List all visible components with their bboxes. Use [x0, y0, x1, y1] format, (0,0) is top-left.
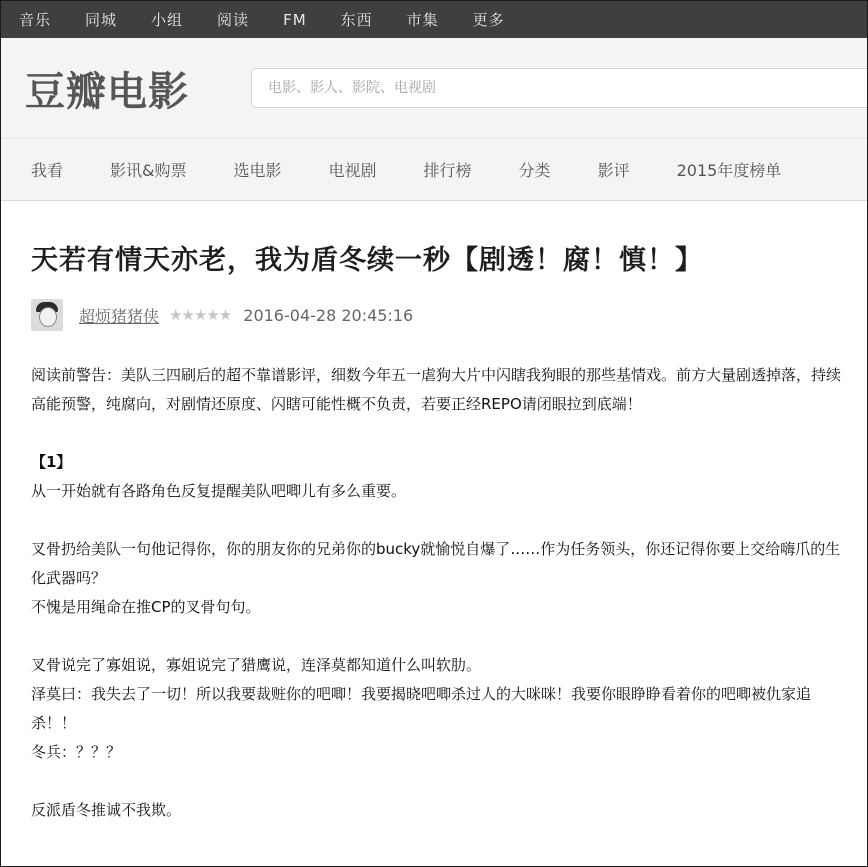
global-nav-dongxi[interactable]: 东西	[340, 11, 373, 29]
global-nav-fm[interactable]: FM	[283, 10, 307, 29]
brand-header	[1, 38, 867, 139]
subnav-2015-annual-list[interactable]: 2015年度榜单	[676, 161, 782, 180]
paragraph: 反派盾冬推诚不我欺。	[31, 801, 182, 819]
paragraph: 不愧是用绳命在推CP的叉骨句句。	[31, 598, 261, 616]
subnav-mine[interactable]: 我看	[31, 161, 64, 180]
paragraph: 泽莫曰：我失去了一切！所以我要裁赃你的吧唧！我要揭晓吧唧杀过人的大咪咪！我要你眼睁睁看着你的吧唧被仇家追杀！！	[31, 685, 812, 732]
subnav-tv[interactable]: 电视剧	[328, 161, 377, 180]
global-nav-more[interactable]: 更多	[472, 11, 505, 29]
paragraph-gap	[31, 419, 846, 448]
subnav-categories[interactable]: 分类	[518, 161, 551, 180]
global-nav-city[interactable]: 同城	[85, 11, 118, 29]
global-nav-group[interactable]: 小组	[151, 11, 184, 29]
movie-subnav	[1, 139, 867, 201]
paragraph: 从一开始就有各路角色反复提醒美队吧唧儿有多么重要。	[31, 482, 407, 500]
subnav-charts[interactable]: 排行榜	[423, 161, 472, 180]
review-title: 天若有情天亦老，我为盾冬续一秒【剧透！腐！慎！】	[31, 245, 703, 276]
review-date: 2016-04-28 20:45:16	[243, 305, 414, 325]
global-nav-music[interactable]: 音乐	[19, 11, 52, 29]
paragraph-gap	[31, 767, 846, 796]
paragraph: 叉骨扔给美队一句他记得你，你的朋友你的兄弟你的bucky就愉悦自爆了……作为任务领头，你还记得你要上交给嗨爪的生化武器吗？	[31, 540, 841, 587]
paragraph-gap	[31, 506, 846, 535]
review-article	[31, 241, 846, 825]
review-meta	[31, 299, 846, 331]
subnav-showtimes-tickets[interactable]: 影讯&购票	[110, 161, 187, 180]
paragraph: 叉骨说完了寡姐说，寡姐说完了猎鹰说，连泽莫都知道什么叫软肋。	[31, 656, 482, 674]
subnav-explore-movies[interactable]: 选电影	[233, 161, 282, 180]
search-input[interactable]	[251, 68, 868, 108]
avatar-face-shape	[39, 307, 57, 327]
global-nav-market[interactable]: 市集	[406, 11, 439, 29]
paragraph: 冬兵：？？？	[31, 743, 122, 761]
subnav-reviews[interactable]: 影评	[597, 161, 630, 180]
author-avatar[interactable]	[31, 299, 63, 331]
global-nav	[1, 1, 867, 38]
author-name[interactable]: 超烦猪猪侠	[79, 306, 160, 326]
review-body	[31, 361, 846, 825]
rating-stars-icon: ★★★★★	[169, 306, 232, 324]
site-logo[interactable]: 豆瓣电影	[25, 69, 189, 115]
section-label: 【1】	[31, 453, 72, 471]
paragraph-gap	[31, 622, 846, 651]
global-nav-read[interactable]: 阅读	[217, 11, 250, 29]
spoiler-warning: 阅读前警告：美队三四刷后的超不靠谱影评，细数今年五一虐狗大片中闪瞎我狗眼的那些基情戏。前方大量剧透掉落，持续高能预警，纯腐向，对剧情还原度、闪瞎可能性概不负责，若要正经REPO请闭眼拉到底端！	[31, 366, 842, 413]
